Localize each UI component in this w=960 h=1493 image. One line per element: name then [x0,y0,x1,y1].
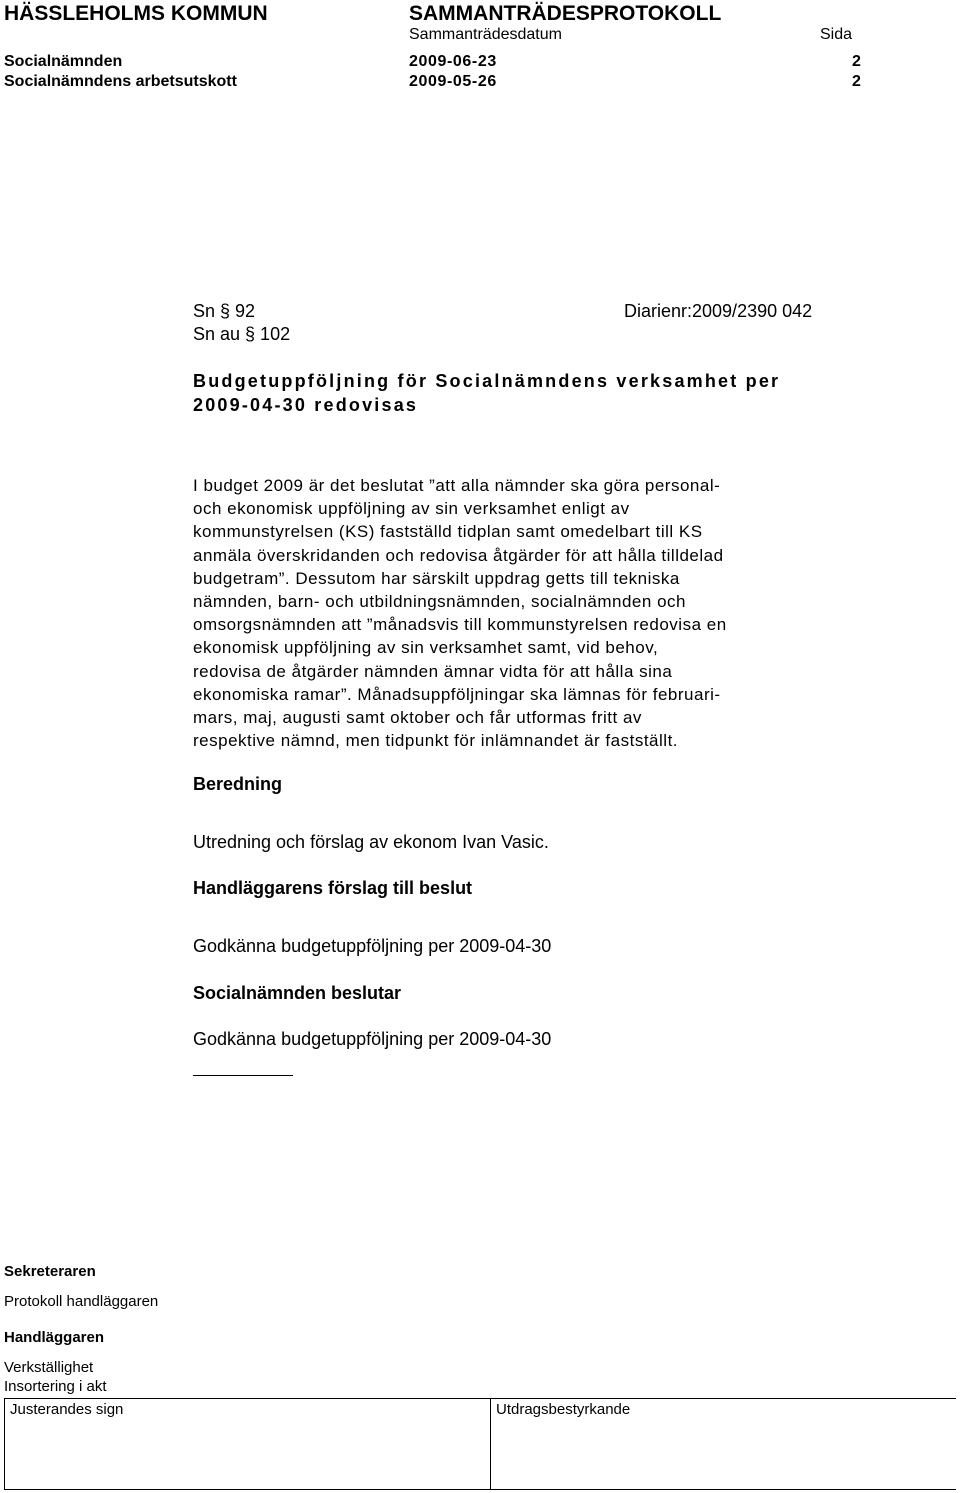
page-label: Sida [820,26,853,43]
signature-box [4,1398,956,1490]
protocol-handler-label: Protokoll handläggaren [4,1293,159,1310]
secretary-label: Sekreteraren [4,1263,96,1280]
signature-divider [490,1398,491,1490]
header-row-page: 2 [852,73,861,90]
body-paragraph [193,474,843,752]
header-row-body: Socialnämnden [4,53,123,70]
header-row-date: 2009-06-23 [409,53,497,70]
municipality-name: HÄSSLEHOLMS KOMMUN [4,2,268,25]
case-title-line-1: Budgetuppföljning för Socialnämndens verksamhet per [193,371,781,391]
header-row-page: 2 [852,53,861,70]
decision-heading: Socialnämnden beslutar [193,983,402,1003]
body-line: kommunstyrelsen (KS) fastställd tidplan samt omedelbart till KS [193,522,703,542]
body-line: mars, maj, augusti samt oktober och får utformas fritt av [193,708,642,728]
body-line: budgetram”. Dessutom har särskilt uppdrag getts till tekniska [193,568,680,588]
case-title-line-2: 2009-04-30 redovisas [193,395,419,415]
proposal-heading: Handläggarens förslag till beslut [193,878,473,898]
body-line: anmäla överskridanden och redovisa åtgärder för att hålla tilldelad [193,545,724,565]
decision-text: Godkänna budgetuppföljning per 2009-04-30 [193,1029,552,1049]
handler-label: Handläggaren [4,1329,105,1346]
beredning-text: Utredning och förslag av ekonom Ivan Vasic. [193,832,549,852]
execution-label: Verkställighet [4,1359,94,1376]
header-row-date: 2009-05-26 [409,73,497,90]
body-line: respektive nämnd, men tidpunkt för inlämnandet är fastställt. [193,731,679,751]
filing-label: Insortering i akt [4,1378,107,1395]
proposal-text: Godkänna budgetuppföljning per 2009-04-30 [193,936,552,956]
body-line: ekonomiska ramar”. Månadsuppföljningar ska lämnas för februari- [193,684,721,704]
beredning-heading: Beredning [193,774,283,794]
body-line: I budget 2009 är det beslutat ”att alla nämnder ska göra personal- [193,476,721,495]
document-type: SAMMANTRÄDESPROTOKOLL [409,2,722,25]
header-row-body: Socialnämndens arbetsutskott [4,73,237,90]
sn-paragraph-ref: Sn § 92 [193,301,256,321]
body-line: och ekonomisk uppföljning av sin verksamhet enligt av [193,499,630,519]
body-line: redovisa de åtgärder nämnden ämnar vidta för att hålla sina [193,661,673,681]
body-line: nämnden, barn- och utbildningsnämnden, socialnämnden och [193,592,686,612]
adjuster-signature-label: Justerandes sign [10,1401,124,1418]
diarienummer: Diarienr:2009/2390 042 [624,301,813,321]
meeting-date-label: Sammanträdesdatum [409,26,562,43]
end-rule [193,1075,293,1076]
extract-certification-label: Utdragsbestyrkande [496,1401,631,1418]
sn-au-paragraph-ref: Sn au § 102 [193,324,291,344]
body-line: omsorgsnämnden att ”månadsvis till kommunstyrelsen redovisa en [193,615,727,635]
body-line: ekonomisk uppföljning av sin verksamhet samt, vid behov, [193,638,659,658]
